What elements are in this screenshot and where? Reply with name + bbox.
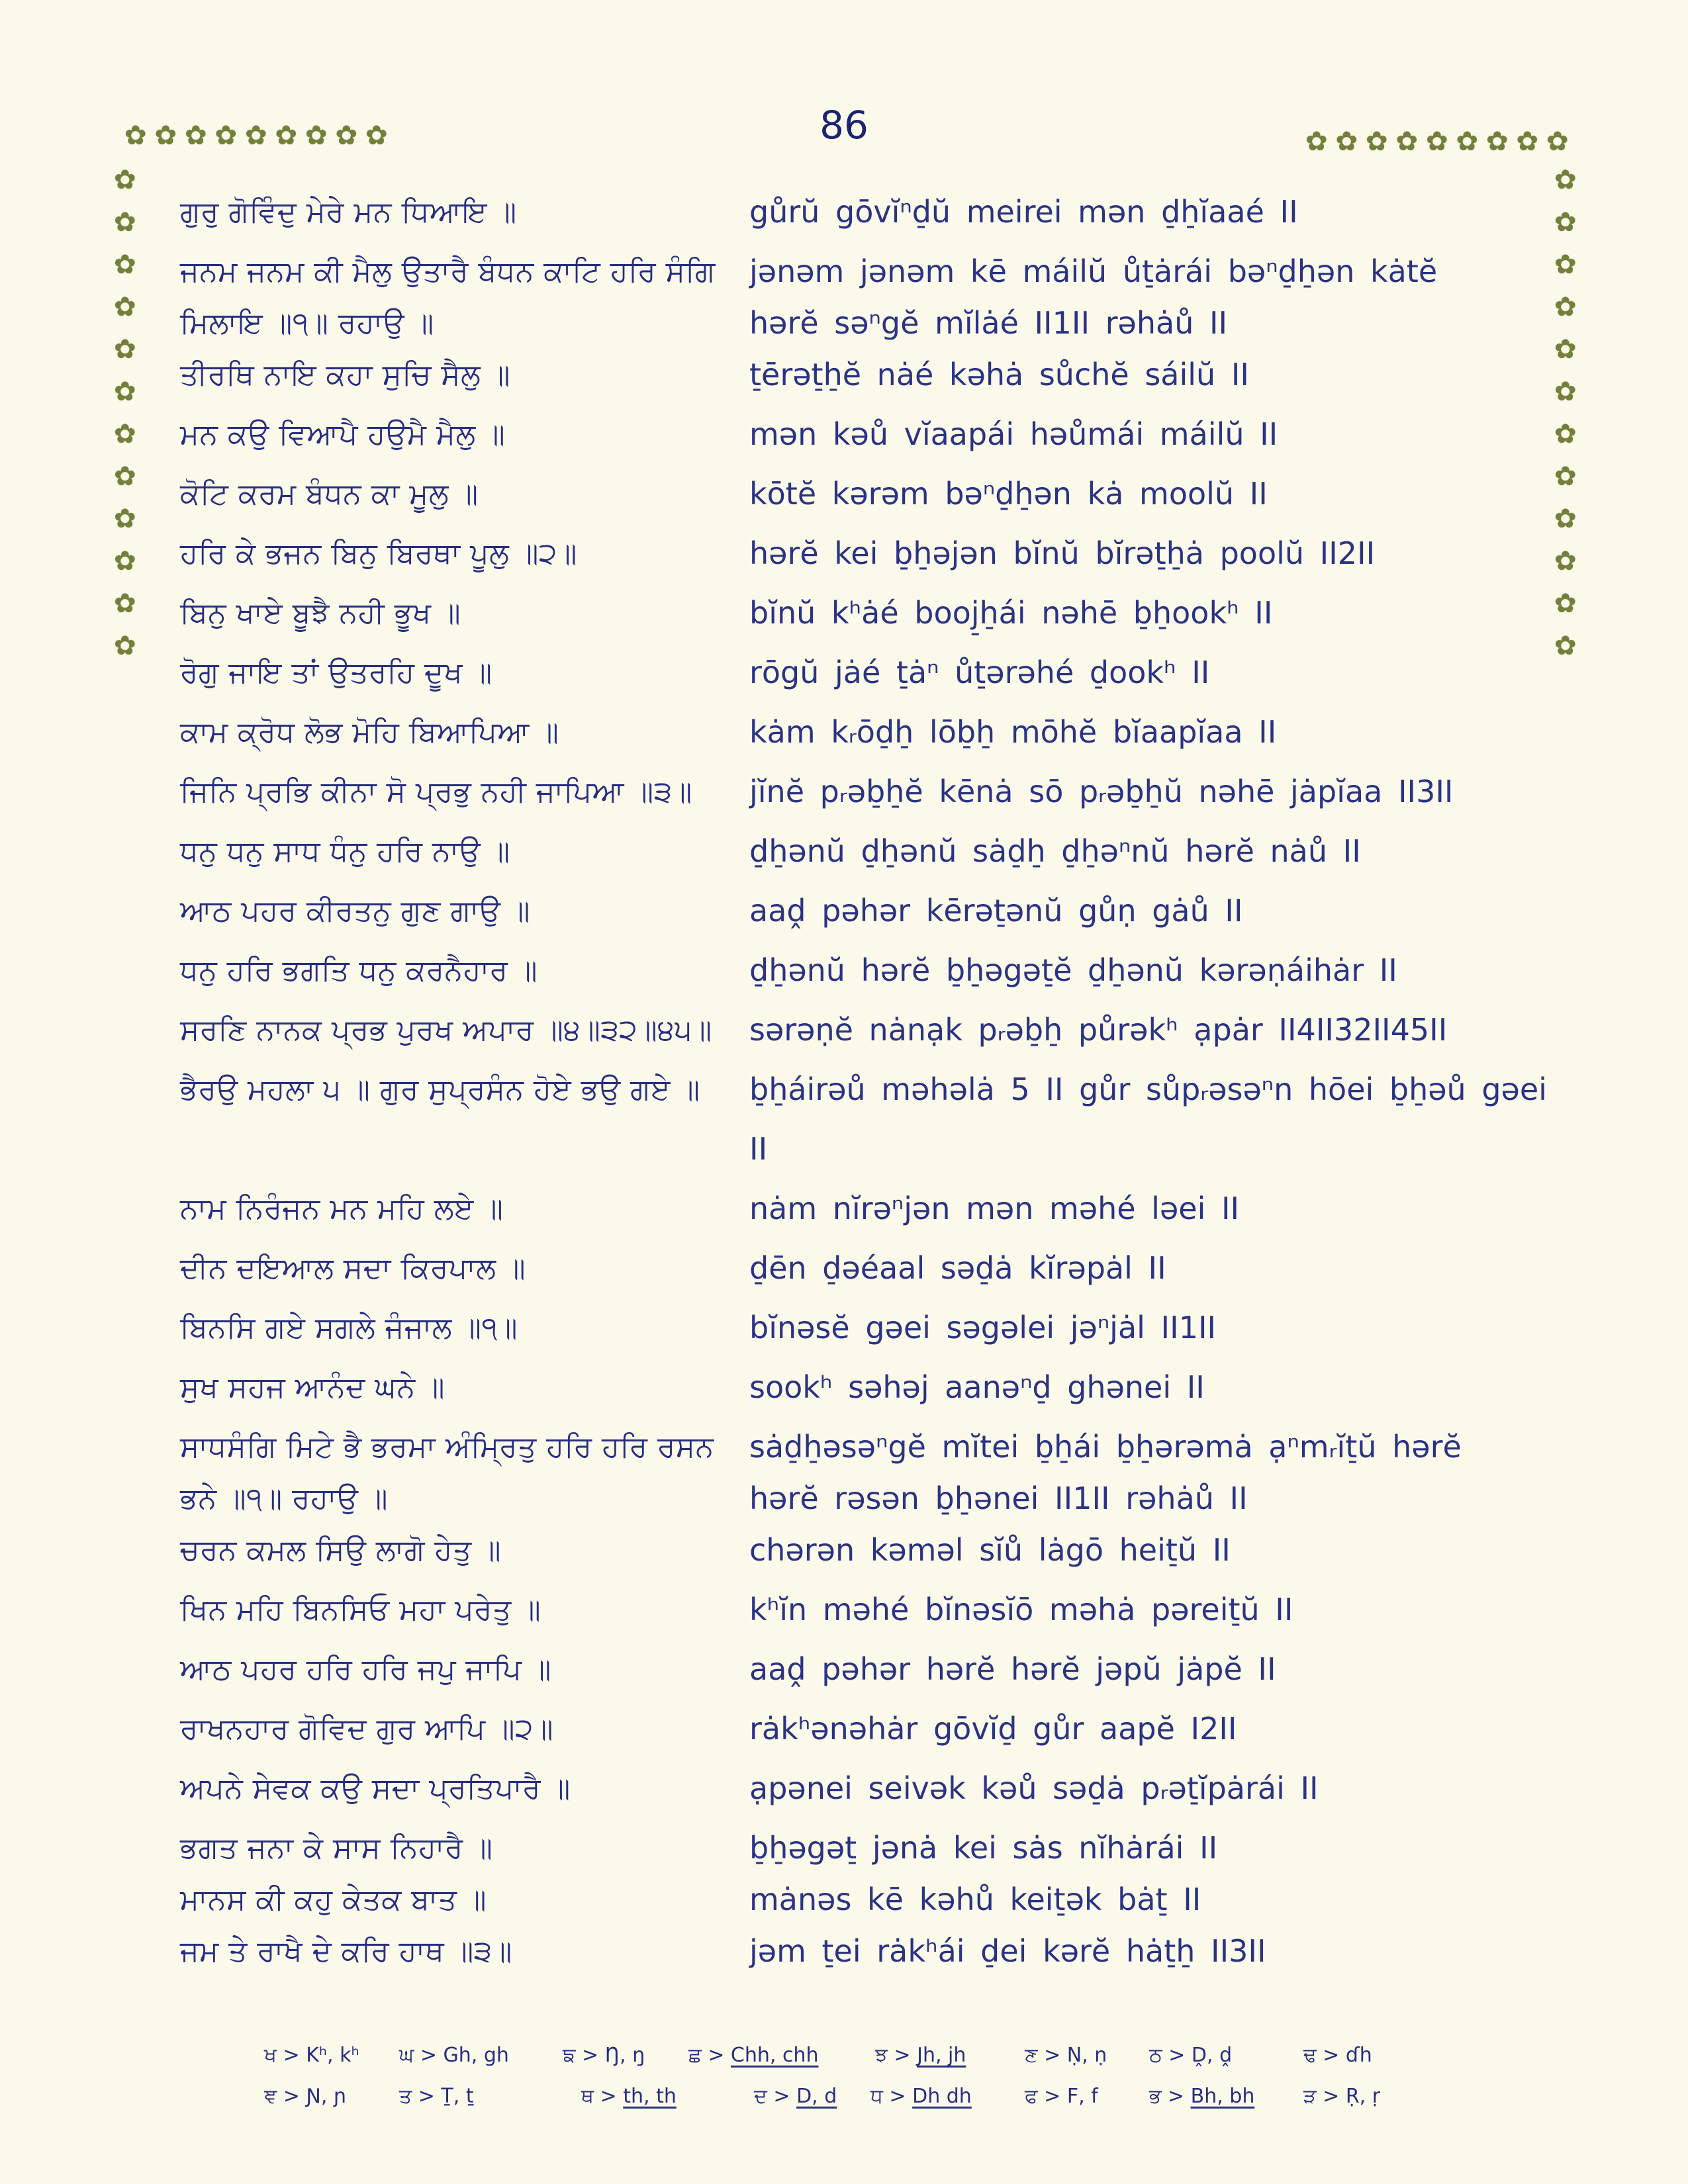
gurmukhi-text: ਰਾਖਨਹਾਰ ਗੋਵਿਦ ਗੁਰ ਆਪਿ ॥੨॥ <box>180 1711 554 1746</box>
footer-key-item <box>264 2044 359 2067</box>
gurmukhi-text: ਧਨੁ ਹਰਿ ਭਗਤਿ ਧਨੁ ਕਰਨੈਹਾਰ ॥ <box>180 953 538 987</box>
verse-line <box>180 301 1530 345</box>
flower-icon: ✿ <box>114 504 136 534</box>
transliteration-text: nȧm nĭrəⁿjən mən məhé ləei II <box>749 1191 1240 1226</box>
transliteration-text: t̠ērət̠h̠ĕ nȧé kəhȧ sůchĕ sáilŭ II <box>749 357 1249 392</box>
verse-line <box>180 1357 1530 1417</box>
footer-gurmukhi-letter: ਥ > <box>581 2085 624 2108</box>
transliteration-text: ạpənei seivək kəů səd̠ȧ pᵣət̠ĭpȧrái II <box>749 1770 1319 1806</box>
transliteration-text: aaḓ pəhər kērət̠ənŭ gůṇ gȧů II <box>749 893 1243 929</box>
page-number: 86 <box>820 103 868 148</box>
flower-icon: ✿ <box>1554 631 1577 661</box>
flower-icon: ✿ <box>114 207 136 238</box>
flower-icon: ✿ <box>114 292 136 322</box>
footer-key-item <box>399 2085 474 2108</box>
verse-line <box>180 182 1530 242</box>
transliteration-text: b̠h̠əgət̠ jənȧ kei sȧs nĭhȧrái II <box>749 1830 1218 1866</box>
flower-icon: ✿ <box>1456 126 1479 157</box>
transliteration-text: bĭnəsĕ gəei səgəlei jəⁿjȧl II1II <box>749 1310 1217 1345</box>
transliteration-text: aaḓ pəhər hərĕ hərĕ jəpŭ jȧpĕ II <box>749 1651 1276 1687</box>
flower-icon: ✿ <box>185 120 207 151</box>
flower-icon: ✿ <box>1554 250 1577 280</box>
transliteration-text: hərĕ rəsən b̠h̠ənei II1II rəhȧů II <box>749 1480 1248 1516</box>
flower-icon: ✿ <box>1554 461 1577 492</box>
verse-line <box>180 821 1530 881</box>
gurmukhi-text: ਮਿਲਾਇ ॥੧॥ ਰਹਾਉ ॥ <box>180 306 434 340</box>
flower-icon: ✿ <box>114 250 136 280</box>
verse-line <box>180 643 1530 702</box>
gurmukhi-text: ਸਾਧਸੰਗਿ ਮਿਟੇ ਭੈ ਭਰਮਾ ਅੰਮ੍ਰਿਤੁ ਹਰਿ ਹਰਿ ਰਸਨ <box>180 1430 714 1464</box>
footer-key-item <box>1149 2044 1232 2067</box>
verse-line <box>180 1580 1530 1639</box>
flower-icon: ✿ <box>114 165 136 195</box>
gurmukhi-text: ਕਾਮ ਕ੍ਰੋਧ ਲੋਭ ਮੋਹਿ ਬਿਆਪਿਆ ॥ <box>180 715 559 749</box>
footer-roman-equivalent: ɗh <box>1345 2044 1372 2067</box>
transliteration-text: sərəṇĕ nȧnạk pᵣəb̠h̠ půrəkʰ ạpȧr II4II32II45II <box>749 1012 1448 1048</box>
footer-gurmukhi-letter: ਞ > <box>264 2085 306 2108</box>
footer-key-item <box>399 2044 509 2067</box>
gurmukhi-text: ਭਨੇ ॥੧॥ ਰਹਾਉ ॥ <box>180 1481 388 1516</box>
flower-icon: ✿ <box>275 120 298 151</box>
footer-key-item <box>563 2044 645 2067</box>
pronunciation-key <box>0 2024 1688 2130</box>
gurmukhi-text: ਜਮ ਤੇ ਰਾਖੈ ਦੇ ਕਰਿ ਹਾਥ ॥੩॥ <box>180 1934 512 1968</box>
gurmukhi-text: ਆਠ ਪਹਰ ਕੀਰਤਨੁ ਗੁਣ ਗਾਉ ॥ <box>180 893 531 928</box>
verse-line <box>180 1238 1530 1298</box>
verse-line <box>180 1417 1530 1477</box>
gurmukhi-text: ਭੈਰਉ ਮਹਲਾ ੫ ॥ ਗੁਰ ਸੁਪ੍ਰਸੰਨ ਹੋਏ ਭਉ ਗਏ ॥ <box>180 1072 700 1107</box>
gurmukhi-text: ਧਨੁ ਧਨੁ ਸਾਧ ਧੰਨੁ ਹਰਿ ਨਾਉ ॥ <box>180 834 510 868</box>
footer-gurmukhi-letter: ਢ > <box>1303 2044 1346 2067</box>
gurmukhi-text: ਗੁਰੁ ਗੋਵਿੰਦੁ ਮੇਰੇ ਮਨ ਧਿਆਇ ॥ <box>180 195 517 229</box>
flower-icon: ✿ <box>1554 419 1577 449</box>
transliteration-text: bĭnŭ kʰȧé booj̠h̠ái nəhē b̠h̠ookʰ II <box>749 595 1273 631</box>
verse-line <box>180 881 1530 940</box>
flower-icon: ✿ <box>1335 126 1358 157</box>
flower-icon: ✿ <box>114 377 136 407</box>
footer-key-item <box>581 2085 677 2108</box>
flower-icon: ✿ <box>1516 126 1539 157</box>
footer-key-item <box>875 2044 966 2067</box>
footer-key-item <box>1025 2085 1098 2108</box>
flower-icon: ✿ <box>124 120 147 151</box>
flower-icon: ✿ <box>1554 207 1577 238</box>
flower-icon: ✿ <box>114 419 136 449</box>
transliteration-text: jənəm jənəm kē máilŭ ůt̠ȧrái bəⁿd̠h̠ən kȧtĕ <box>749 253 1438 289</box>
gurmukhi-text: ਨਾਮ ਨਿਰੰਜਨ ਮਨ ਮਹਿ ਲਏ ॥ <box>180 1191 504 1226</box>
transliteration-text: jəm t̠ei rȧkʰái d̠ei kərĕ hȧt̠h̠ II3II <box>749 1933 1266 1969</box>
footer-key-item <box>264 2085 346 2108</box>
gurmukhi-text: ਜਿਨਿ ਪ੍ਰਭਿ ਕੀਨਾ ਸੋ ਪ੍ਰਭੁ ਨਹੀ ਜਾਪਿਆ ॥੩॥ <box>180 774 692 809</box>
footer-key-item <box>1303 2044 1372 2067</box>
flower-icon: ✿ <box>1305 126 1328 157</box>
verse-line <box>180 940 1530 1000</box>
footer-gurmukhi-letter: ਧ > <box>870 2085 913 2108</box>
footer-gurmukhi-letter: ੜ > <box>1303 2085 1346 2108</box>
footer-roman-equivalent: Ḓ, ḓ <box>1191 2044 1233 2067</box>
gurmukhi-text: ਦੀਨ ਦਇਆਲ ਸਦਾ ਕਿਰਪਾਲ ॥ <box>180 1251 526 1285</box>
verse-line <box>180 1060 1547 1119</box>
flower-icon: ✿ <box>1546 126 1569 157</box>
verse-line <box>180 1758 1530 1818</box>
footer-roman-equivalent: Kʰ, kʰ <box>306 2044 359 2067</box>
flower-icon: ✿ <box>1426 126 1448 157</box>
gurmukhi-text: ਸਰਣਿ ਨਾਨਕ ਪ੍ਰਭ ਪੁਰਖ ਅਪਾਰ ॥੪॥੩੨॥੪੫॥ <box>180 1013 712 1047</box>
footer-roman-equivalent: D, d <box>796 2085 837 2108</box>
footer-gurmukhi-letter: ਖ > <box>264 2044 306 2067</box>
gurmukhi-text: ਭਗਤ ਜਨਾ ਕੇ ਸਾਸ ਨਿਹਾਰੈ ॥ <box>180 1831 493 1865</box>
transliteration-text: kōtĕ kərəm bəⁿd̠h̠ən kȧ moolŭ II <box>749 476 1268 512</box>
footer-gurmukhi-letter: ਠ > <box>1149 2044 1192 2067</box>
footer-key-item <box>1025 2044 1107 2067</box>
flower-icon: ✿ <box>114 588 136 619</box>
verse-line <box>180 1477 1530 1520</box>
transliteration-text: hərĕ səⁿgĕ mĭlȧé II1II rəhȧů II <box>749 305 1228 341</box>
footer-key-item <box>688 2044 818 2067</box>
footer-gurmukhi-letter: ਤ > <box>399 2085 442 2108</box>
transliteration-text: rȧkʰənəhȧr gōvĭd̠ gůr aapĕ I2II <box>749 1711 1237 1747</box>
transliteration-text: sookʰ səhəj aanəⁿd̠ ghənei II <box>749 1369 1205 1405</box>
gurmukhi-text: ਰੋਗੁ ਜਾਇ ਤਾਂ ਉਤਰਹਿ ਦੂਖ ॥ <box>180 655 492 690</box>
transliteration-text: d̠h̠ənŭ d̠h̠ənŭ sȧd̠h̠ d̠h̠əⁿnŭ hərĕ nȧů II <box>749 833 1361 869</box>
verse-line <box>180 1639 1530 1699</box>
flower-icon: ✿ <box>114 334 136 365</box>
verse-line <box>180 1818 1530 1878</box>
verse-line <box>180 1298 1530 1357</box>
flower-icon: ✿ <box>245 120 267 151</box>
transliteration-text: chərən kəməl sĭů lȧgō heit̠ŭ II <box>749 1532 1231 1568</box>
footer-roman-equivalent: F, f <box>1066 2085 1098 2108</box>
gurmukhi-text: ਮਨ ਕਉ ਵਿਆਪੈ ਹਉਮੈ ਮੈਲੁ ॥ <box>180 417 506 451</box>
footer-gurmukhi-letter: ਙ > <box>563 2044 605 2067</box>
verse-line <box>180 583 1530 643</box>
footer-key-item <box>754 2085 837 2108</box>
footer-roman-equivalent: Ṛ, ṛ <box>1345 2085 1381 2108</box>
flower-icon: ✿ <box>154 120 177 151</box>
gurmukhi-text: ਕੋਟਿ ਕਰਮ ਬੰਧਨ ਕਾ ਮੂਲੁ ॥ <box>180 477 479 511</box>
footer-gurmukhi-letter: ਦ > <box>754 2085 797 2108</box>
flower-icon: ✿ <box>1554 165 1577 195</box>
gurmukhi-text: ਸੁਖ ਸਹਜ ਆਨੰਦ ਘਨੇ ॥ <box>180 1370 445 1404</box>
verse-line <box>180 404 1530 464</box>
transliteration-text: gůrŭ gōvĭⁿd̠ŭ meirei mən d̠h̠ĭaaé II <box>749 194 1298 230</box>
gurmukhi-text: ਚਰਨ ਕਮਲ ਸਿਉ ਲਾਗੋ ਹੇਤੁ ॥ <box>180 1533 502 1567</box>
verse-line <box>180 523 1530 583</box>
gurmukhi-text: ਆਠ ਪਹਰ ਹਰਿ ਹਰਿ ਜਪੁ ਜਾਪਿ ॥ <box>180 1652 551 1686</box>
flower-icon: ✿ <box>1395 126 1419 157</box>
flower-icon: ✿ <box>114 631 136 661</box>
flower-icon: ✿ <box>1554 334 1577 365</box>
verse-line <box>180 1119 1530 1179</box>
transliteration-text: jĭnĕ pᵣəb̠h̠ĕ kēnȧ sō pᵣəb̠h̠ŭ nəhē jȧpĭaa II3II <box>749 774 1454 809</box>
footer-roman-equivalent: Jh, jh <box>917 2044 966 2067</box>
verse-line <box>180 762 1530 821</box>
transliteration-text: d̠ēn d̠əéaal səd̠ȧ kĭrəpȧl II <box>749 1250 1166 1286</box>
verse-line <box>180 702 1530 762</box>
footer-roman-equivalent: Bh, bh <box>1190 2085 1255 2108</box>
gurmukhi-text: ਬਿਨਸਿ ਗਏ ਸਗਲੇ ਜੰਜਾਲ ॥੧॥ <box>180 1310 518 1345</box>
verse-line <box>180 242 1530 301</box>
footer-roman-equivalent: Ɲ, ɲ <box>306 2085 347 2108</box>
flower-icon: ✿ <box>1554 504 1577 534</box>
transliteration-text: sȧd̠h̠əsəⁿgĕ mĭtei b̠h̠ái b̠h̠ərəmȧ ạⁿmᵣĭt̠ŭ hərĕ <box>749 1429 1462 1465</box>
flower-icon: ✿ <box>1486 126 1509 157</box>
gurmukhi-text: ਮਾਨਸ ਕੀ ਕਹੁ ਕੇਤਕ ਬਾਤ ॥ <box>180 1882 487 1917</box>
transliteration-text: mȧnəs kē kəhů keit̠ək bȧt̠ II <box>749 1882 1201 1917</box>
footer-gurmukhi-letter: ਘ > <box>399 2044 444 2067</box>
gurmukhi-text: ਅਪਨੇ ਸੇਵਕ ਕਉ ਸਦਾ ਪ੍ਰਤਿਪਾਰੈ ॥ <box>180 1771 571 1805</box>
verse-line <box>180 1179 1530 1238</box>
verse-line <box>180 464 1530 523</box>
footer-roman-equivalent: th, th <box>623 2085 677 2108</box>
transliteration-text: d̠h̠ənŭ hərĕ b̠h̠əgət̠ĕ d̠h̠ənŭ kərəṇáihȧr II <box>749 952 1397 988</box>
footer-key-item <box>1149 2085 1254 2108</box>
footer-gurmukhi-letter: ਫ > <box>1025 2085 1067 2108</box>
transliteration-text: II <box>749 1131 768 1167</box>
footer-gurmukhi-letter: ਣ > <box>1025 2044 1067 2067</box>
flower-icon: ✿ <box>1366 126 1388 157</box>
transliteration-text: b̠h̠áirəů məhəlȧ 5 II gůr sůpᵣəsəⁿn hōei b̠h̠əů gəei <box>749 1071 1547 1107</box>
footer-roman-equivalent: Gh, gh <box>443 2044 509 2067</box>
verse-line <box>180 1878 1530 1921</box>
flower-icon: ✿ <box>305 120 328 151</box>
flower-icon: ✿ <box>114 546 136 576</box>
transliteration-text: mən kəů vĭaapái həůmái máilŭ II <box>749 416 1278 452</box>
footer-roman-equivalent: Chh, chh <box>730 2044 819 2067</box>
flower-icon: ✿ <box>1554 292 1577 322</box>
gurmukhi-text: ਤੀਰਥਿ ਨਾਇ ਕਹਾ ਸੁਚਿ ਸੈਲੁ ॥ <box>180 357 510 392</box>
transliteration-text: kȧm kᵣōd̠h̠ lōb̠h̠ mōhĕ bĭaapĭaa II <box>749 714 1277 750</box>
footer-gurmukhi-letter: ਝ > <box>875 2044 917 2067</box>
transliteration-text: rōgŭ jȧé t̠ȧⁿ ůt̠ərəhé d̠ookʰ II <box>749 655 1210 690</box>
verse-line <box>180 1699 1530 1758</box>
verse-line <box>180 1921 1530 1981</box>
footer-roman-equivalent: Ŋ, ŋ <box>604 2044 645 2067</box>
verse-line <box>180 345 1530 404</box>
flower-icon: ✿ <box>1554 377 1577 407</box>
verse-line <box>180 1000 1530 1060</box>
flower-icon: ✿ <box>1554 588 1577 619</box>
transliteration-text: kʰĭn məhé bĭnəsĭō məhȧ pəreit̠ŭ II <box>749 1592 1293 1627</box>
verse-content <box>180 182 1547 1981</box>
flower-icon: ✿ <box>214 120 238 151</box>
flower-icon: ✿ <box>1554 546 1577 576</box>
footer-roman-equivalent: Dh dh <box>912 2085 972 2108</box>
footer-roman-equivalent: Ṯ, ṯ <box>441 2085 474 2108</box>
footer-roman-equivalent: Ṇ, ṇ <box>1066 2044 1107 2067</box>
gurmukhi-text: ਜਨਮ ਜਨਮ ਕੀ ਮੈਲੁ ਉਤਾਰੈ ਬੰਧਨ ਕਾਟਿ ਹਰਿ ਸੰਗਿ <box>180 254 716 289</box>
gurmukhi-text: ਬਿਨੁ ਖਾਏ ਬੂਝੈ ਨਹੀ ਭੂਖ ॥ <box>180 596 461 630</box>
gurmukhi-text: ਹਰਿ ਕੇ ਭਜਨ ਬਿਨੁ ਬਿਰਥਾ ਪੂਲੁ ॥੨॥ <box>180 536 577 570</box>
footer-gurmukhi-letter: ਭ > <box>1149 2085 1191 2108</box>
footer-key-item <box>1303 2085 1380 2108</box>
transliteration-text: hərĕ kei b̠h̠əjən bĭnŭ bĭrət̠h̠ȧ poolŭ II2II <box>749 535 1376 571</box>
verse-line <box>180 1520 1530 1580</box>
gurmukhi-text: ਖਿਨ ਮਹਿ ਬਿਨਸਿਓ ਮਹਾ ਪਰੇਤੁ ॥ <box>180 1592 541 1627</box>
footer-gurmukhi-letter: ਛ > <box>688 2044 731 2067</box>
flower-icon: ✿ <box>114 461 136 492</box>
flower-icon: ✿ <box>335 120 358 151</box>
footer-key-item <box>870 2085 972 2108</box>
flower-icon: ✿ <box>365 120 388 151</box>
